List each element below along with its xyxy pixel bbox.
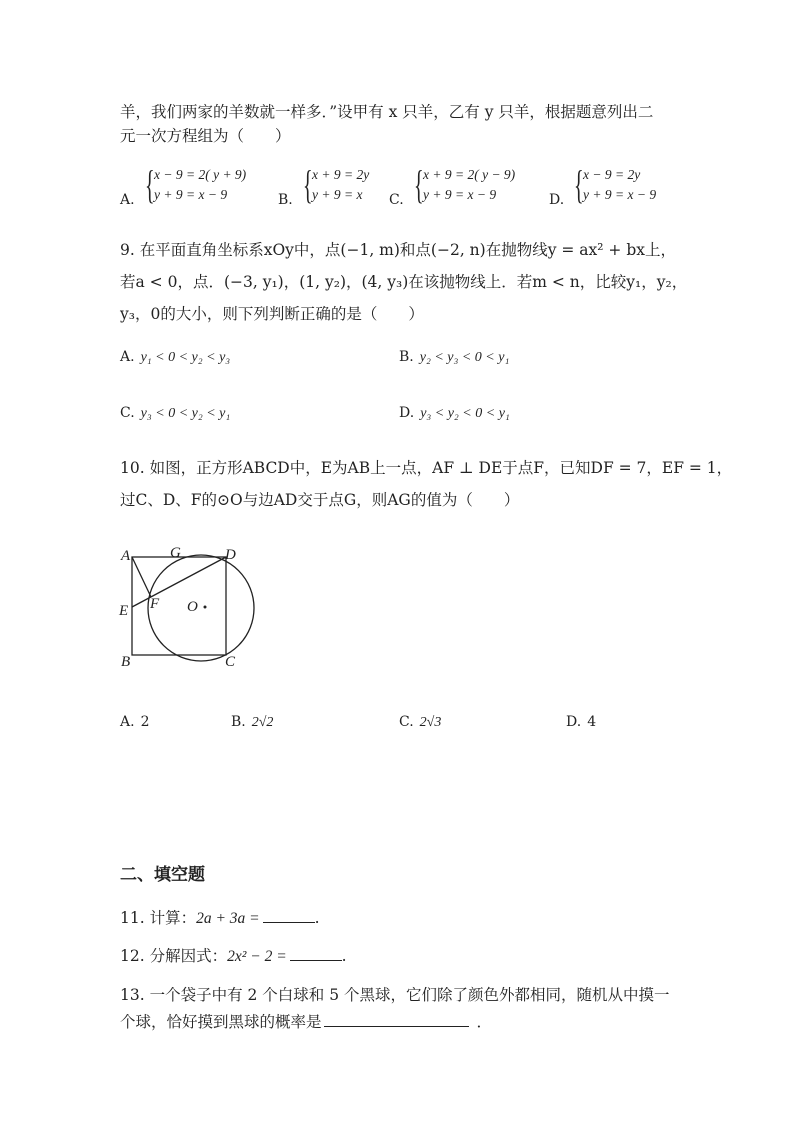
q13-line-1: 13. 一个袋子中有 2 个白球和 5 个黑球，它们除了颜色外都相同，随机从中摸一 [120,986,670,1004]
label-o: O [187,599,198,615]
segment-ed [132,557,226,607]
square-abcd [132,557,226,655]
q13-line-2: 个球，恰好摸到黑球的概率是 ． [120,1013,493,1031]
q10-option-d[interactable]: D. 4 [566,714,597,730]
q10-option-b[interactable]: B. 2√2 [231,714,274,730]
q8-line-2: 元一次方程组为（ ） [120,127,291,145]
q8-option-b-system: { x + 9 = 2y y + 9 = x [303,162,370,207]
q8-option-a-system: { x − 9 = 2( y + 9) y + 9 = x − 9 [145,162,247,207]
label-f: F [150,596,160,612]
q8-option-d[interactable]: D. [549,192,565,208]
label-a: A [121,548,131,564]
q8-option-d-system: { x − 9 = 2y y + 9 = x − 9 [574,162,657,207]
section-title: 二、填空题 [120,865,205,885]
q9-option-b[interactable]: B. y₂ < y₃ < 0 < y₁ [399,349,510,365]
q10-line-2: 过C、D、F的⊙O与边AD交于点G，则AG的值为（ ） [120,491,520,509]
q9-line-3: y₃，0的大小，则下列判断正确的是（ ） [120,305,424,323]
brace-icon: { [574,162,584,207]
center-point-o [204,606,207,609]
label-b: B [121,654,131,670]
q12: 12. 分解因式：2x² − 2 = . [120,947,347,965]
q8-option-b[interactable]: B. [278,192,293,208]
q8-option-c[interactable]: C. [389,192,404,208]
geometry-figure [113,545,263,675]
q11: 11. 计算：2a + 3a = . [120,909,320,927]
answer-blank[interactable] [290,946,342,961]
brace-icon: { [414,162,424,207]
q10-line-1: 10. 如图，正方形ABCD中，E为AB上一点，AF ⊥ DE于点F，已知DF = 7，EF = 1， [120,459,733,477]
q8-option-c-system: { x + 9 = 2( y − 9) y + 9 = x − 9 [414,162,516,207]
q9-line-1: 9. 在平面直角坐标系xOy中，点(−1, m)和点(−2, n)在抛物线y = ax² + bx上， [120,241,676,259]
q8-line-1: 羊，我们两家的羊数就一样多．”设甲有 x 只羊，乙有 y 只羊，根据题意列出二 [120,103,654,121]
answer-blank[interactable] [324,1012,469,1027]
q9-line-2: 若a < 0，点．(−3, y₁)，(1, y₂)，(4, y₃)在该抛物线上．若m < n，比较y₁，y₂， [120,273,688,291]
q10-option-c[interactable]: C. 2√3 [399,714,442,730]
label-e: E [119,603,129,619]
label-d: D [225,547,236,563]
q9-option-a[interactable]: A. y₁ < 0 < y₂ < y₃ [120,349,231,365]
q9-option-d[interactable]: D. y₃ < y₂ < 0 < y₁ [399,405,510,421]
q9-option-c[interactable]: C. y₃ < 0 < y₂ < y₁ [120,405,231,421]
q10-option-a[interactable]: A. 2 [120,714,150,730]
brace-icon: { [145,162,155,207]
segment-af [132,557,151,597]
label-c: C [225,654,236,670]
answer-blank[interactable] [263,908,315,923]
label-g: G [170,545,181,561]
brace-icon: { [303,162,313,207]
q8-option-a[interactable]: A. [120,192,135,208]
